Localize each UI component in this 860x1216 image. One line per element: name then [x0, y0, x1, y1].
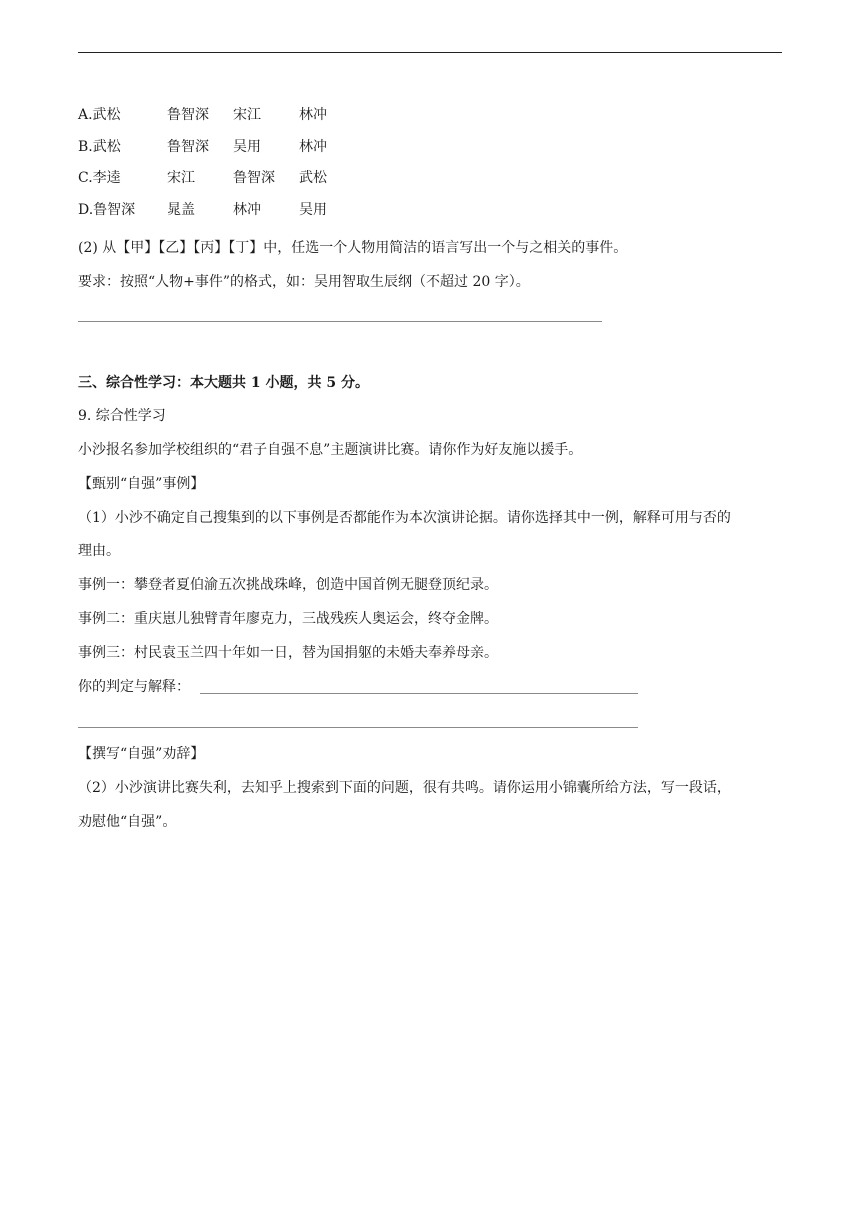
option-label: C.李逵	[78, 170, 121, 186]
subquestion-2-line-2: 劝慰他“自强”。	[78, 814, 177, 830]
option-name: 吴用	[233, 139, 261, 155]
subquestion-1-line-1: （1）小沙不确定自己搜集到的以下事例是否都能作为本次演讲论据。请你选择其中一例，解释可用与否的	[78, 510, 731, 526]
question-9-title: 9. 综合性学习	[78, 408, 166, 424]
header-rule	[78, 52, 782, 53]
option-label: B.武松	[78, 139, 121, 155]
option-name: 吴用	[299, 202, 327, 218]
subsection-1-title: 【甄别“自强”事例】	[78, 476, 205, 492]
option-a	[78, 105, 359, 125]
answer-blank-line[interactable]	[200, 693, 638, 694]
option-d	[78, 200, 359, 220]
subquestion-2-line-1: （2）小沙演讲比赛失利，去知乎上搜索到下面的问题，很有共鸣。请你运用小锦囊所给方法，写一段话，	[78, 780, 731, 796]
option-label: D.鲁智深	[78, 202, 136, 218]
option-name: 鲁智深	[233, 170, 275, 186]
option-name: 鲁智深	[167, 139, 209, 155]
option-name: 林冲	[299, 107, 327, 123]
option-b	[78, 137, 359, 157]
case-1: 事例一：攀登者夏伯渝五次挑战珠峰，创造中国首例无腿登顶纪录。	[78, 577, 498, 593]
option-name: 晁盖	[167, 202, 195, 218]
question-2-requirement: 要求：按照“人物+事件”的格式，如：吴用智取生辰纲（不超过 20 字）。	[78, 274, 530, 290]
option-name: 林冲	[299, 139, 327, 155]
subquestion-1-line-2: 理由。	[78, 543, 120, 559]
case-2: 事例二：重庆崽儿独臂青年廖克力，三战残疾人奥运会，终夺金牌。	[78, 611, 498, 627]
option-label: A.武松	[78, 107, 121, 123]
answer-blank-line[interactable]	[78, 321, 602, 322]
question-9-intro: 小沙报名参加学校组织的“君子自强不息”主题演讲比赛。请你作为好友施以援手。	[78, 442, 583, 458]
section-heading: 三、综合性学习：本大题共 1 小题，共 5 分。	[78, 375, 369, 391]
option-name: 宋江	[167, 170, 195, 186]
option-c	[78, 168, 359, 188]
answer-label: 你的判定与解释：	[78, 679, 190, 695]
subsection-2-title: 【撰写“自强”劝辞】	[78, 746, 205, 762]
case-3: 事例三：村民袁玉兰四十年如一日，替为国捐躯的未婚夫奉养母亲。	[78, 645, 498, 661]
question-2-text: (2) 从【甲】【乙】【丙】【丁】中，任选一个人物用简洁的语言写出一个与之相关的事件。	[78, 240, 628, 256]
answer-blank-line[interactable]	[78, 727, 638, 728]
option-name: 鲁智深	[167, 107, 209, 123]
option-name: 林冲	[233, 202, 261, 218]
option-name: 宋江	[233, 107, 261, 123]
option-name: 武松	[299, 170, 327, 186]
